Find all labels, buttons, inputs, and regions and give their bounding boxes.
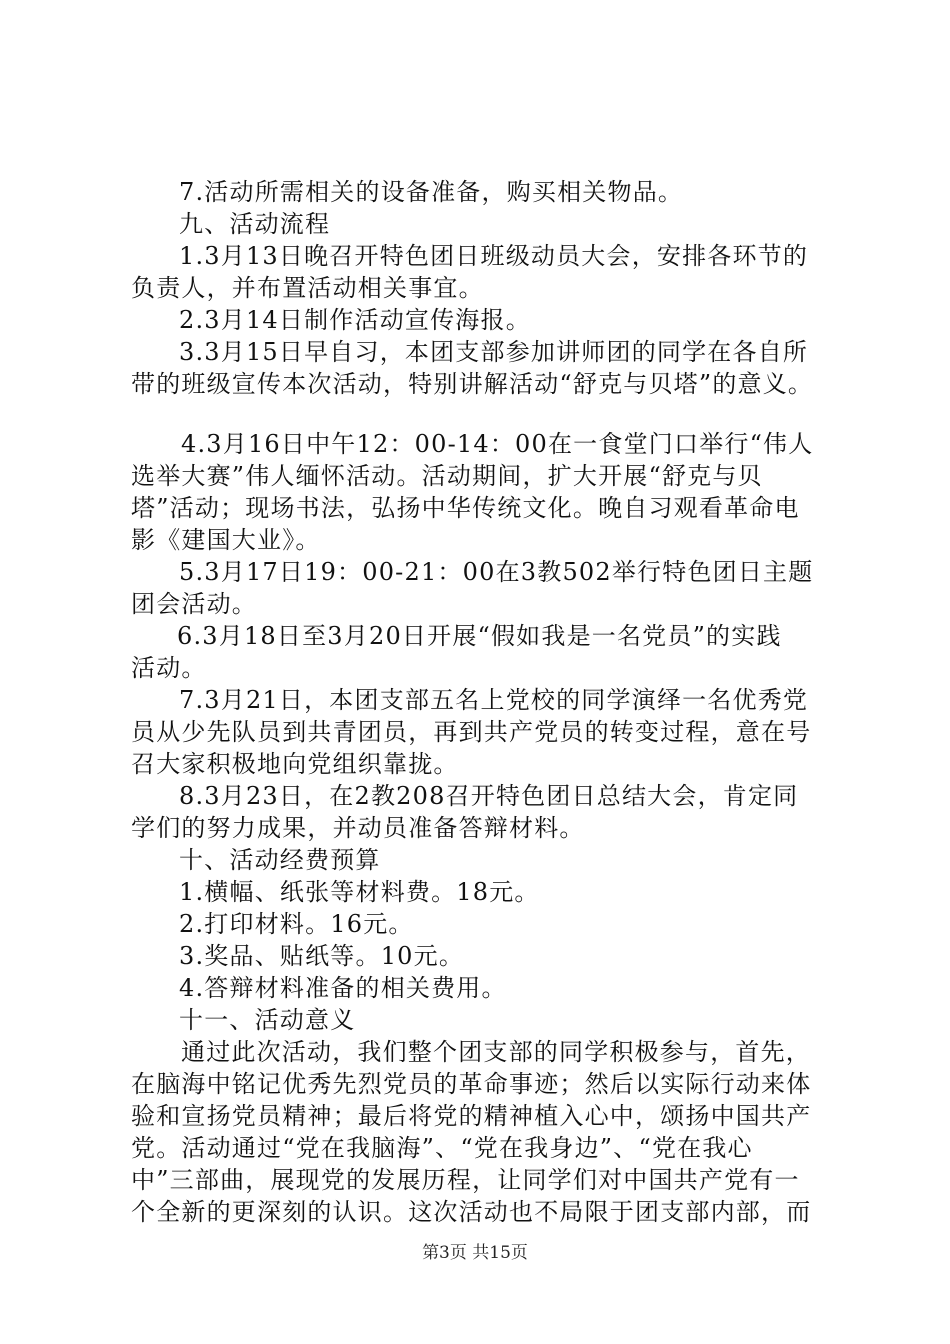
text-line: 带的班级宣传本次活动，特别讲解活动“舒克与贝塔”的意义。 [131,370,814,398]
text-line: 4.答辩材料准备的相关费用。 [179,974,507,1002]
section-heading: 九、活动流程 [179,210,331,238]
text-line: 验和宣扬党员精神；最后将党的精神植入心中，颂扬中国共产 [131,1102,812,1130]
text-line: 7.3月21日，本团支部五名上党校的同学演绎一名优秀党 [179,686,809,714]
text-line: 2.打印材料。16元。 [179,910,414,938]
text-line: 1.3月13日晚召开特色团日班级动员大会，安排各环节的 [179,242,809,270]
text-line: 召大家积极地向党组织靠拢。 [131,750,459,778]
text-line: 中”三部曲，展现党的发展历程，让同学们对中国共产党有一 [131,1166,800,1194]
paragraph-gap [131,400,831,428]
text-line: 团会活动。 [131,590,257,618]
text-line: 学们的努力成果，并动员准备答辩材料。 [131,814,585,842]
section-heading: 十、活动经费预算 [179,846,381,874]
text-line: 通过此次活动，我们整个团支部的同学积极参与，首先， [181,1038,811,1066]
text-line: 4.3月16日中午12：00-14：00在一食堂门口举行“伟人 [181,430,814,458]
text-line: 党。活动通过“党在我脑海”、“党在我身边”、“党在我心 [131,1134,753,1162]
text-line: 员从少先队员到共青团员，再到共产党员的转变过程，意在号 [131,718,812,746]
text-line: 负责人，并布置活动相关事宜。 [131,274,484,302]
text-line: 在脑海中铭记优秀先烈党员的革命事迹；然后以实际行动来体 [131,1070,812,1098]
text-line: 活动。 [131,654,207,682]
text-line: 影《建国大业》。 [131,526,321,554]
page-number-footer: 第3页 共15页 [422,1243,528,1263]
text-line: 个全新的更深刻的认识。这次活动也不局限于团支部内部，而 [131,1198,812,1226]
document-body [131,176,831,1228]
text-line: 3.奖品、贴纸等。10元。 [179,942,465,970]
text-line: 7.活动所需相关的设备准备，购买相关物品。 [179,178,684,206]
text-line: 塔”活动；现场书法，弘扬中华传统文化。晚自习观看革命电 [131,494,800,522]
section-heading: 十一、活动意义 [179,1006,356,1034]
text-line: 8.3月23日，在2教208召开特色团日总结大会，肯定同 [179,782,799,810]
text-line: 1.横幅、纸张等材料费。18元。 [179,878,540,906]
text-line: 选举大赛”伟人缅怀活动。活动期间，扩大开展“舒克与贝 [131,462,763,490]
text-line: 3.3月15日早自习，本团支部参加讲师团的同学在各自所 [179,338,809,366]
text-line: 2.3月14日制作活动宣传海报。 [179,306,531,334]
text-line: 5.3月17日19：00-21：00在3教502举行特色团日主题 [179,558,814,586]
text-line: 6.3月18日至3月20日开展“假如我是一名党员”的实践 [177,622,782,650]
